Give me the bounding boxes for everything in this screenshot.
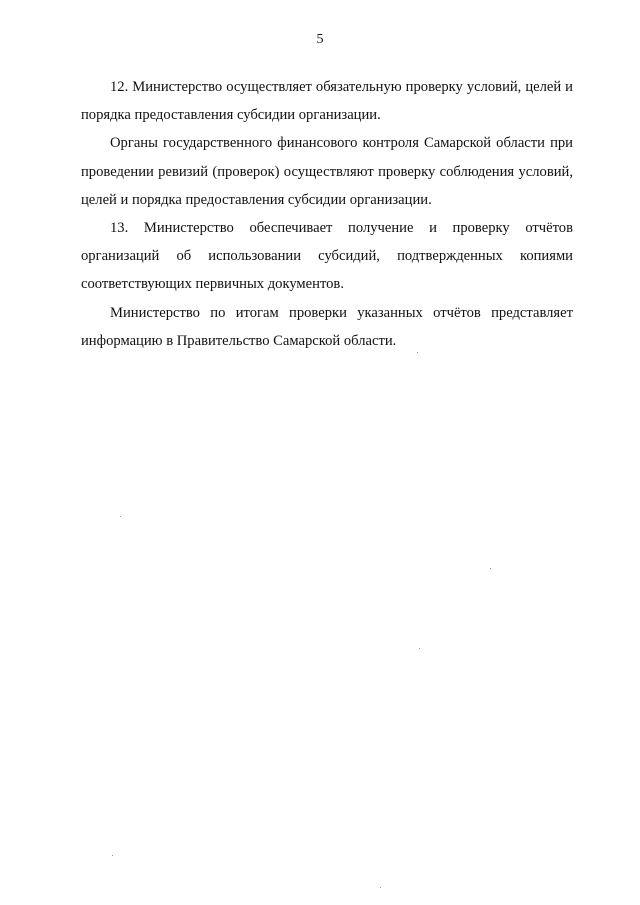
paragraph-12-ministry-checks: 12. Министерство осуществляет обязательную проверку условий, целей и порядка предоставления субсидии организации. [81,79,573,124]
scan-speck [380,887,381,888]
scan-speck [112,855,113,856]
paragraph-13-reports-verification: 13. Министерство обеспечивает получение и проверку отчётов организаций об использовании субсидий, подтвержденных копиями соответствующих первичных документов. [81,220,573,293]
paragraph-financial-control-bodies: Органы государственного финансового контроля Самарской области при проведении ревизий (проверок) осуществляют проверку соблюдения условий, целей и порядка предоставления субсидии организации. [81,135,573,208]
page-number: 5 [316,32,324,47]
scan-speck [419,648,420,649]
scan-speck [120,516,121,517]
document-body [81,73,573,355]
scan-speck [490,568,491,569]
scan-speck [417,352,418,353]
paragraph-information-to-government: Министерство по итогам проверки указанных отчётов представляет информацию в Правительство Самарской области. [81,304,573,349]
